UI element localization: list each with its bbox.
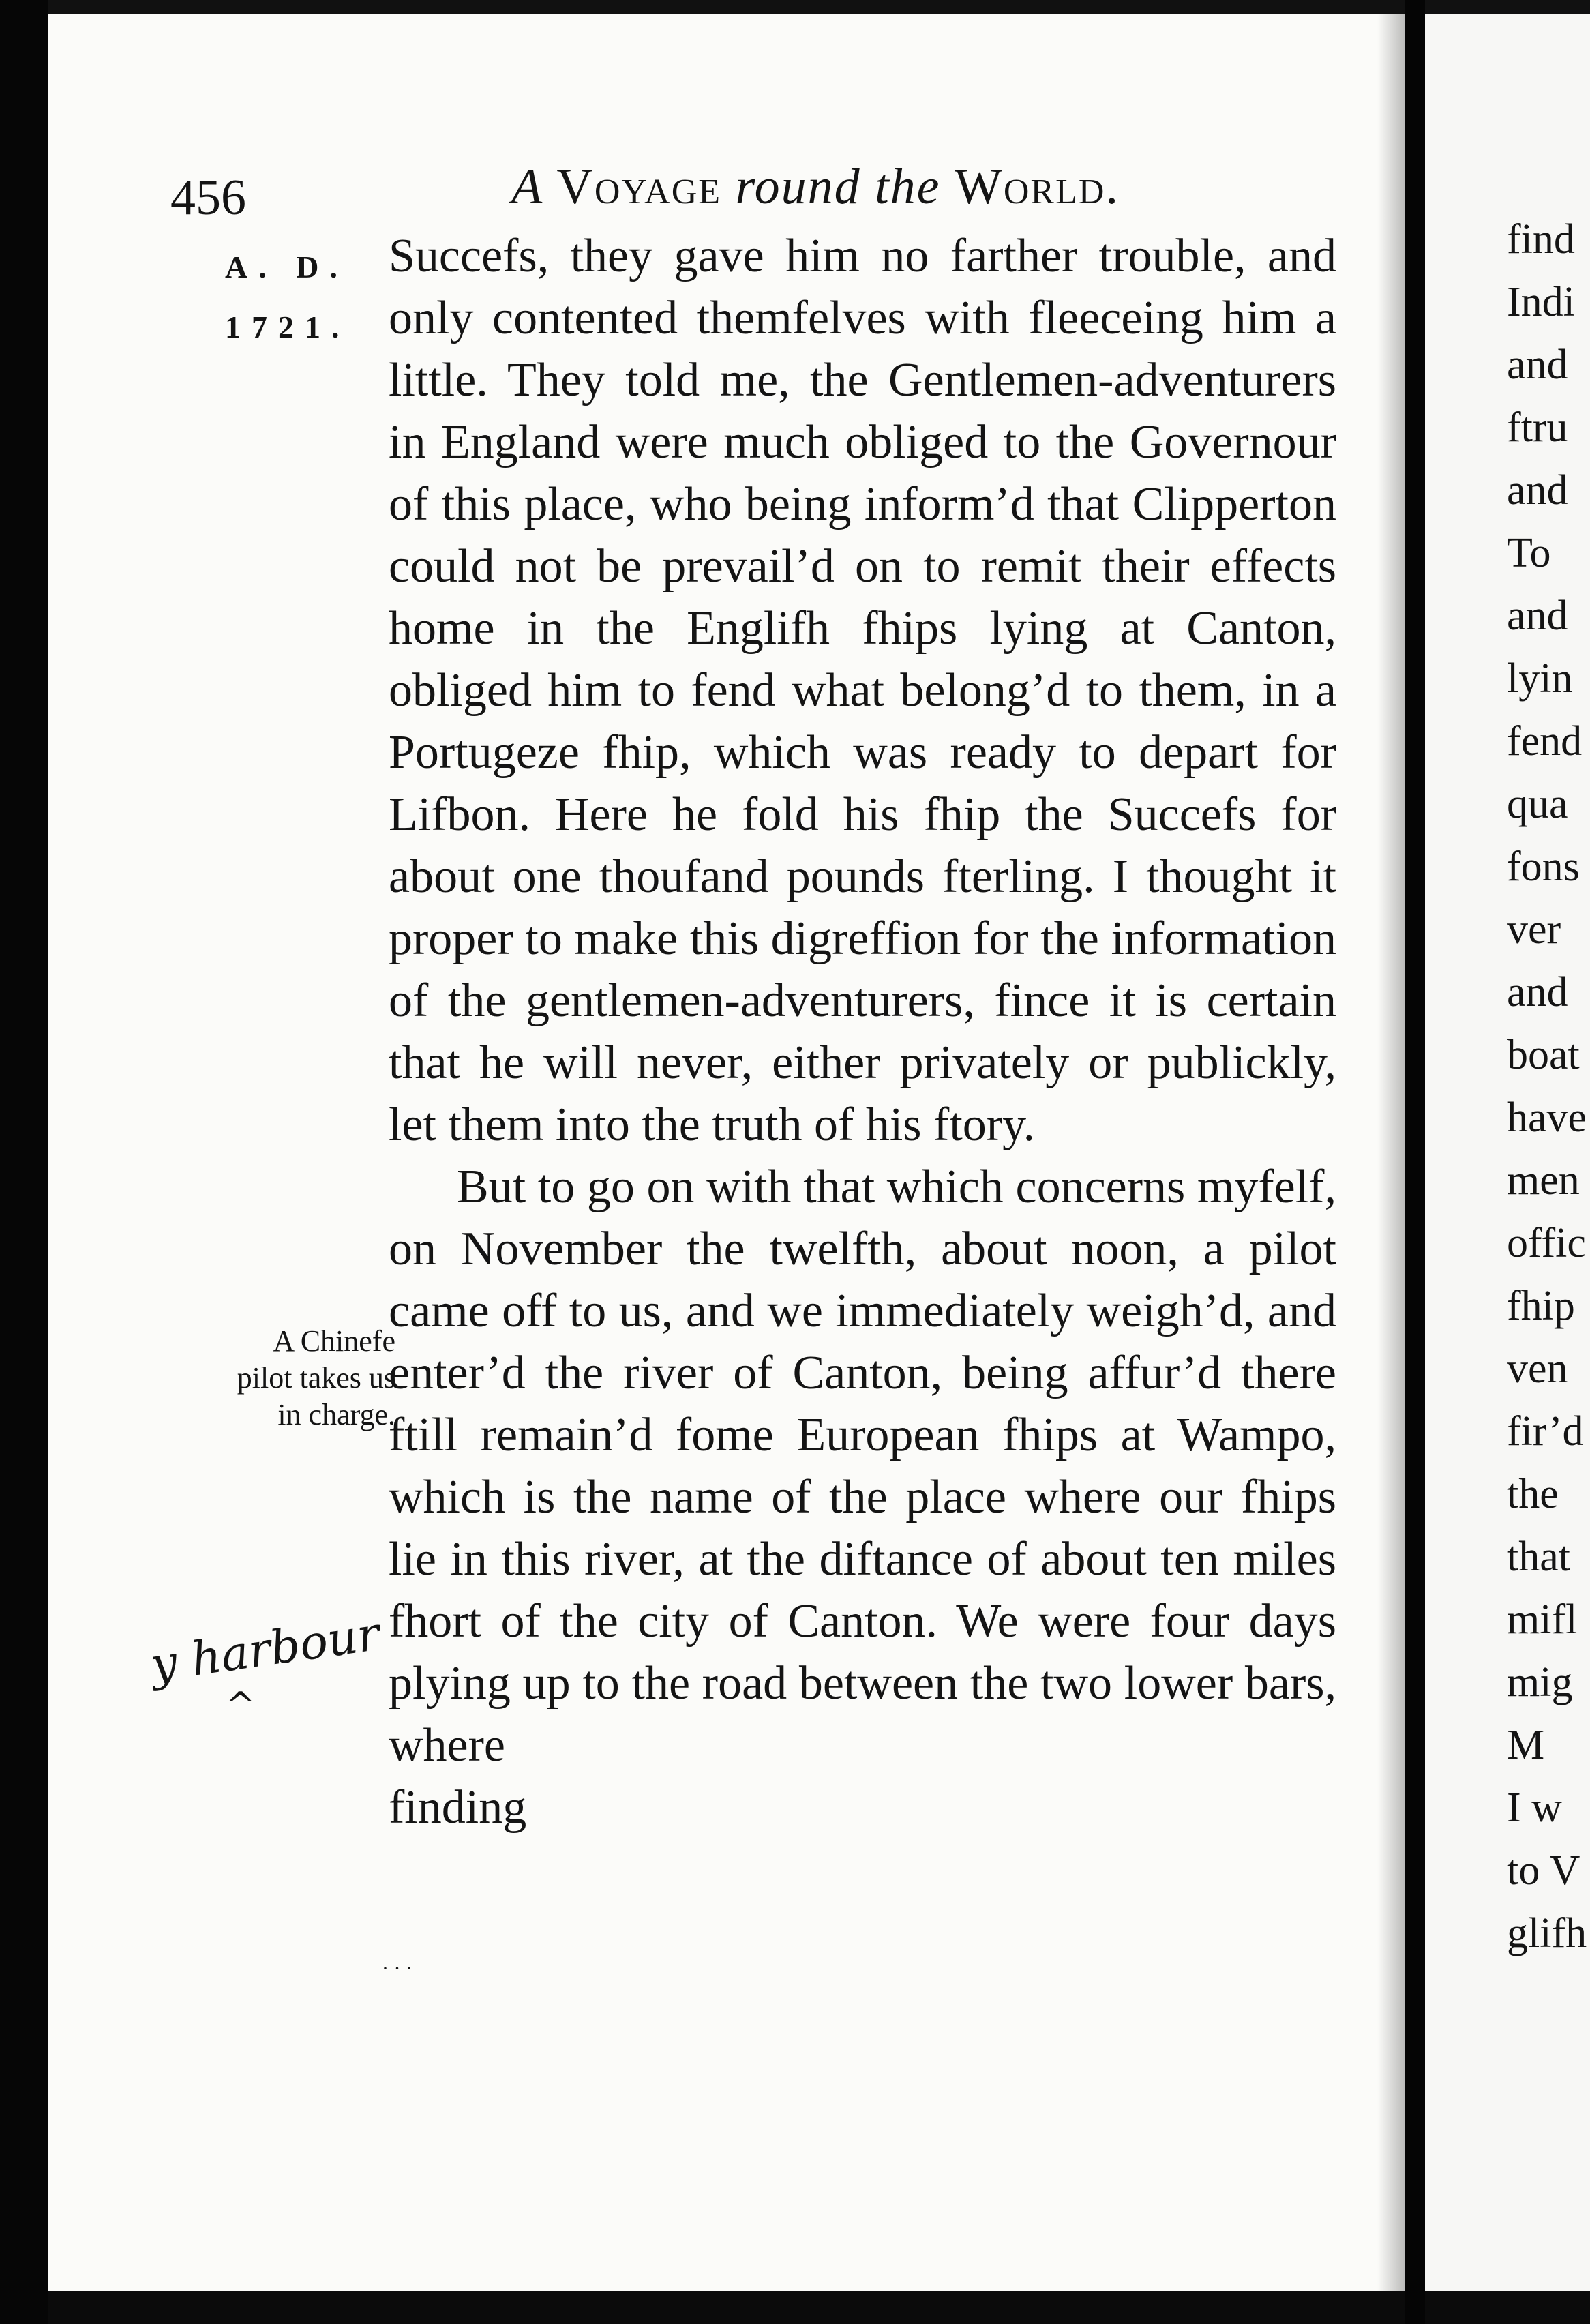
scan-border-left [0, 0, 48, 2324]
spine-shadow [1377, 14, 1405, 2291]
facing-line: mig [1507, 1659, 1573, 1705]
handwritten-annotation [130, 1607, 395, 1739]
stray-ink-marks: · · · [382, 1957, 412, 1980]
facing-page-text [1507, 208, 1587, 1965]
facing-line: I w [1507, 1785, 1562, 1831]
facing-line: mifl [1507, 1596, 1578, 1643]
facing-line: To [1507, 530, 1551, 576]
margin-note-line-3: in charge. [278, 1398, 395, 1431]
scan-border-top [0, 0, 1590, 14]
facing-line: that [1507, 1534, 1570, 1580]
running-head-round-the: round the [721, 159, 955, 215]
year-era: A. D. [225, 250, 348, 284]
facing-line: have [1507, 1094, 1587, 1141]
facing-line: ver [1507, 906, 1561, 953]
facing-line: fir’d [1507, 1408, 1584, 1455]
running-head-world: World. [955, 159, 1120, 215]
caret-mark: ^ [225, 1684, 256, 1727]
running-head [511, 158, 1120, 216]
margin-note [184, 1323, 395, 1433]
facing-line: to V [1507, 1847, 1580, 1894]
facing-line: qua [1507, 781, 1568, 827]
facing-line: and [1507, 969, 1568, 1015]
facing-line: the [1507, 1471, 1559, 1517]
facing-line: fhip [1507, 1283, 1575, 1329]
facing-line: and [1507, 342, 1568, 388]
facing-line: ven [1507, 1345, 1568, 1392]
year-number: 1721. [225, 310, 350, 344]
year-marginal [225, 237, 350, 357]
facing-line: fend [1507, 718, 1582, 764]
facing-line: fons [1507, 844, 1580, 890]
catchword: finding [389, 1781, 527, 1834]
body-text [389, 225, 1336, 1838]
margin-note-line-1: A Chinefe [273, 1324, 395, 1358]
page-gutter [1405, 0, 1425, 2324]
facing-line: and [1507, 467, 1568, 513]
facing-line: find [1507, 216, 1575, 263]
facing-line: glifh [1507, 1910, 1587, 1956]
facing-line: ftru [1507, 404, 1568, 451]
page-number: 456 [170, 170, 246, 226]
paragraph-1: Succefs, they gave him no farther trouble, and only contented themfelves with fleeceing him a little. They told me, the Gentlemen-adventurers in England were much obliged to the Governour of this place, who being inform’d that Clipperton could not be prevail’d on to remit their effects home in the Englifh fhips lying at Canton, obliged him to fend what belong’d to them, in a Portugeze fhip, which was ready to depart for Lifbon. Here he fold his fhip the Succefs for about one thoufand pounds fterling. I thought it proper to make this digreffion for the information of the gentlemen-adventurers, fince it is certain that he will never, either privately or publickly, let them into the truth of his ftory. [389, 230, 1336, 1151]
running-head-voyage: Voyage [556, 159, 722, 215]
facing-line: M [1507, 1722, 1545, 1768]
facing-line: and [1507, 593, 1568, 639]
facing-line: boat [1507, 1032, 1580, 1078]
running-head-article: A [511, 159, 557, 215]
facing-line: Indi [1507, 279, 1575, 325]
paragraph-2: But to go on with that which concerns myfelf, on November the twelfth, about noon, a pilot came off to us, and we immediately weigh’d, and enter’d the river of Canton, being affur’d there ftill remain’d fome European fhips at Wampo, which is the name of the place where our fhips lie in this river, at the diftance of about ten miles fhort of the city of Canton. We were four days plying up to the road between the two lower bars, where [389, 1161, 1336, 1772]
margin-note-line-2: pilot takes us [237, 1361, 395, 1395]
handwritten-word: y harbour [147, 1607, 383, 1693]
facing-line: lyin [1507, 655, 1573, 702]
facing-line: offic [1507, 1220, 1586, 1266]
facing-line: men [1507, 1157, 1580, 1204]
